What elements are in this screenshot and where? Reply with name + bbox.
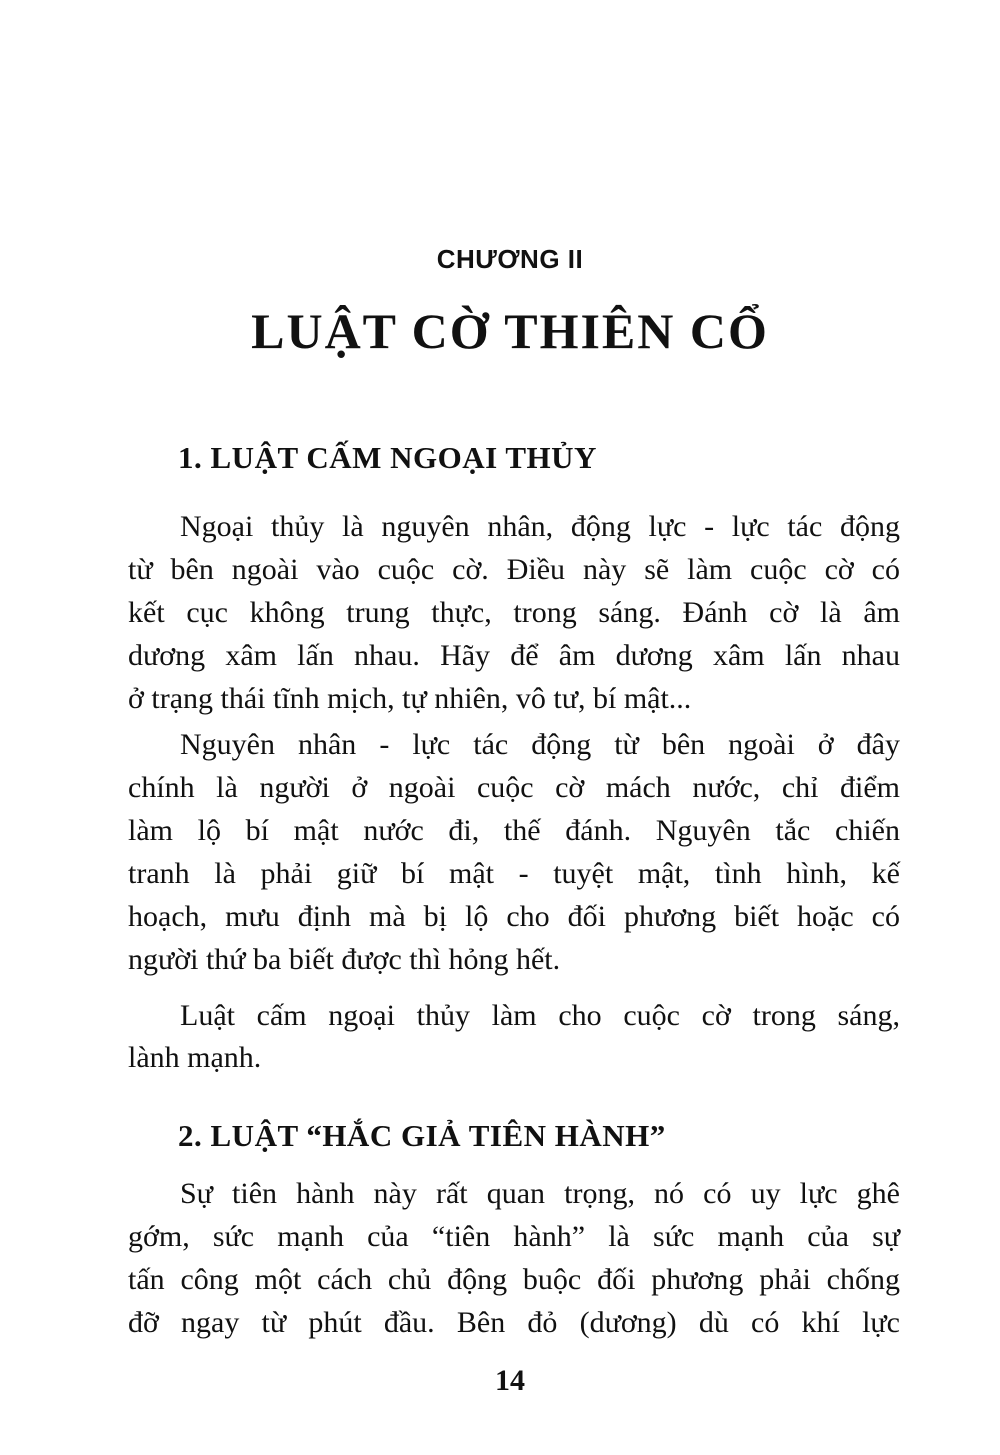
- paragraph-line: Ngoại thủy là nguyên nhân, động lực - lực tác động: [180, 510, 900, 543]
- paragraph-line: tranh là phải giữ bí mật - tuyệt mật, tình hình, kế: [128, 857, 900, 890]
- paragraph-line: chính là người ở ngoài cuộc cờ mách nước, chỉ điểm: [128, 771, 900, 804]
- paragraph-line: làm lộ bí mật nước đi, thế đánh. Nguyên tắc chiến: [128, 814, 900, 847]
- paragraph-line: dương xâm lấn nhau. Hãy để âm dương xâm lấn nhau: [128, 639, 900, 672]
- section-heading: 2. LUẬT “HẮC GIẢ TIÊN HÀNH”: [178, 1118, 666, 1153]
- paragraph-line: ở trạng thái tĩnh mịch, tự nhiên, vô tư, bí mật...: [128, 682, 692, 715]
- paragraph-line: kết cục không trung thực, trong sáng. Đánh cờ là âm: [128, 596, 900, 629]
- paragraph-line: đỡ ngay từ phút đầu. Bên đỏ (dương) dù có khí lực: [128, 1306, 900, 1339]
- paragraph-line: tấn công một cách chủ động buộc đối phương phải chống: [128, 1263, 900, 1296]
- paragraph-line: hoạch, mưu định mà bị lộ cho đối phương biết hoặc có: [128, 900, 900, 933]
- paragraph-line: gớm, sức mạnh của “tiên hành” là sức mạnh của sự: [128, 1220, 900, 1253]
- paragraph-line: từ bên ngoài vào cuộc cờ. Điều này sẽ làm cuộc cờ có: [128, 553, 900, 586]
- paragraph-line: Luật cấm ngoại thủy làm cho cuộc cờ trong sáng,: [180, 999, 900, 1032]
- paragraph-line: người thứ ba biết được thì hỏng hết.: [128, 943, 561, 976]
- page-number: 14: [495, 1364, 525, 1397]
- paragraph-line: Nguyên nhân - lực tác động từ bên ngoài ở đây: [180, 728, 900, 761]
- chapter-title: LUẬT CỜ THIÊN CỔ: [251, 303, 769, 359]
- paragraph-line: Sự tiên hành này rất quan trọng, nó có uy lực ghê: [180, 1177, 900, 1210]
- section-heading: 1. LUẬT CẤM NGOẠI THỦY: [178, 440, 597, 475]
- chapter-label: CHƯƠNG II: [436, 244, 584, 274]
- paragraph-line: lành mạnh.: [128, 1041, 262, 1074]
